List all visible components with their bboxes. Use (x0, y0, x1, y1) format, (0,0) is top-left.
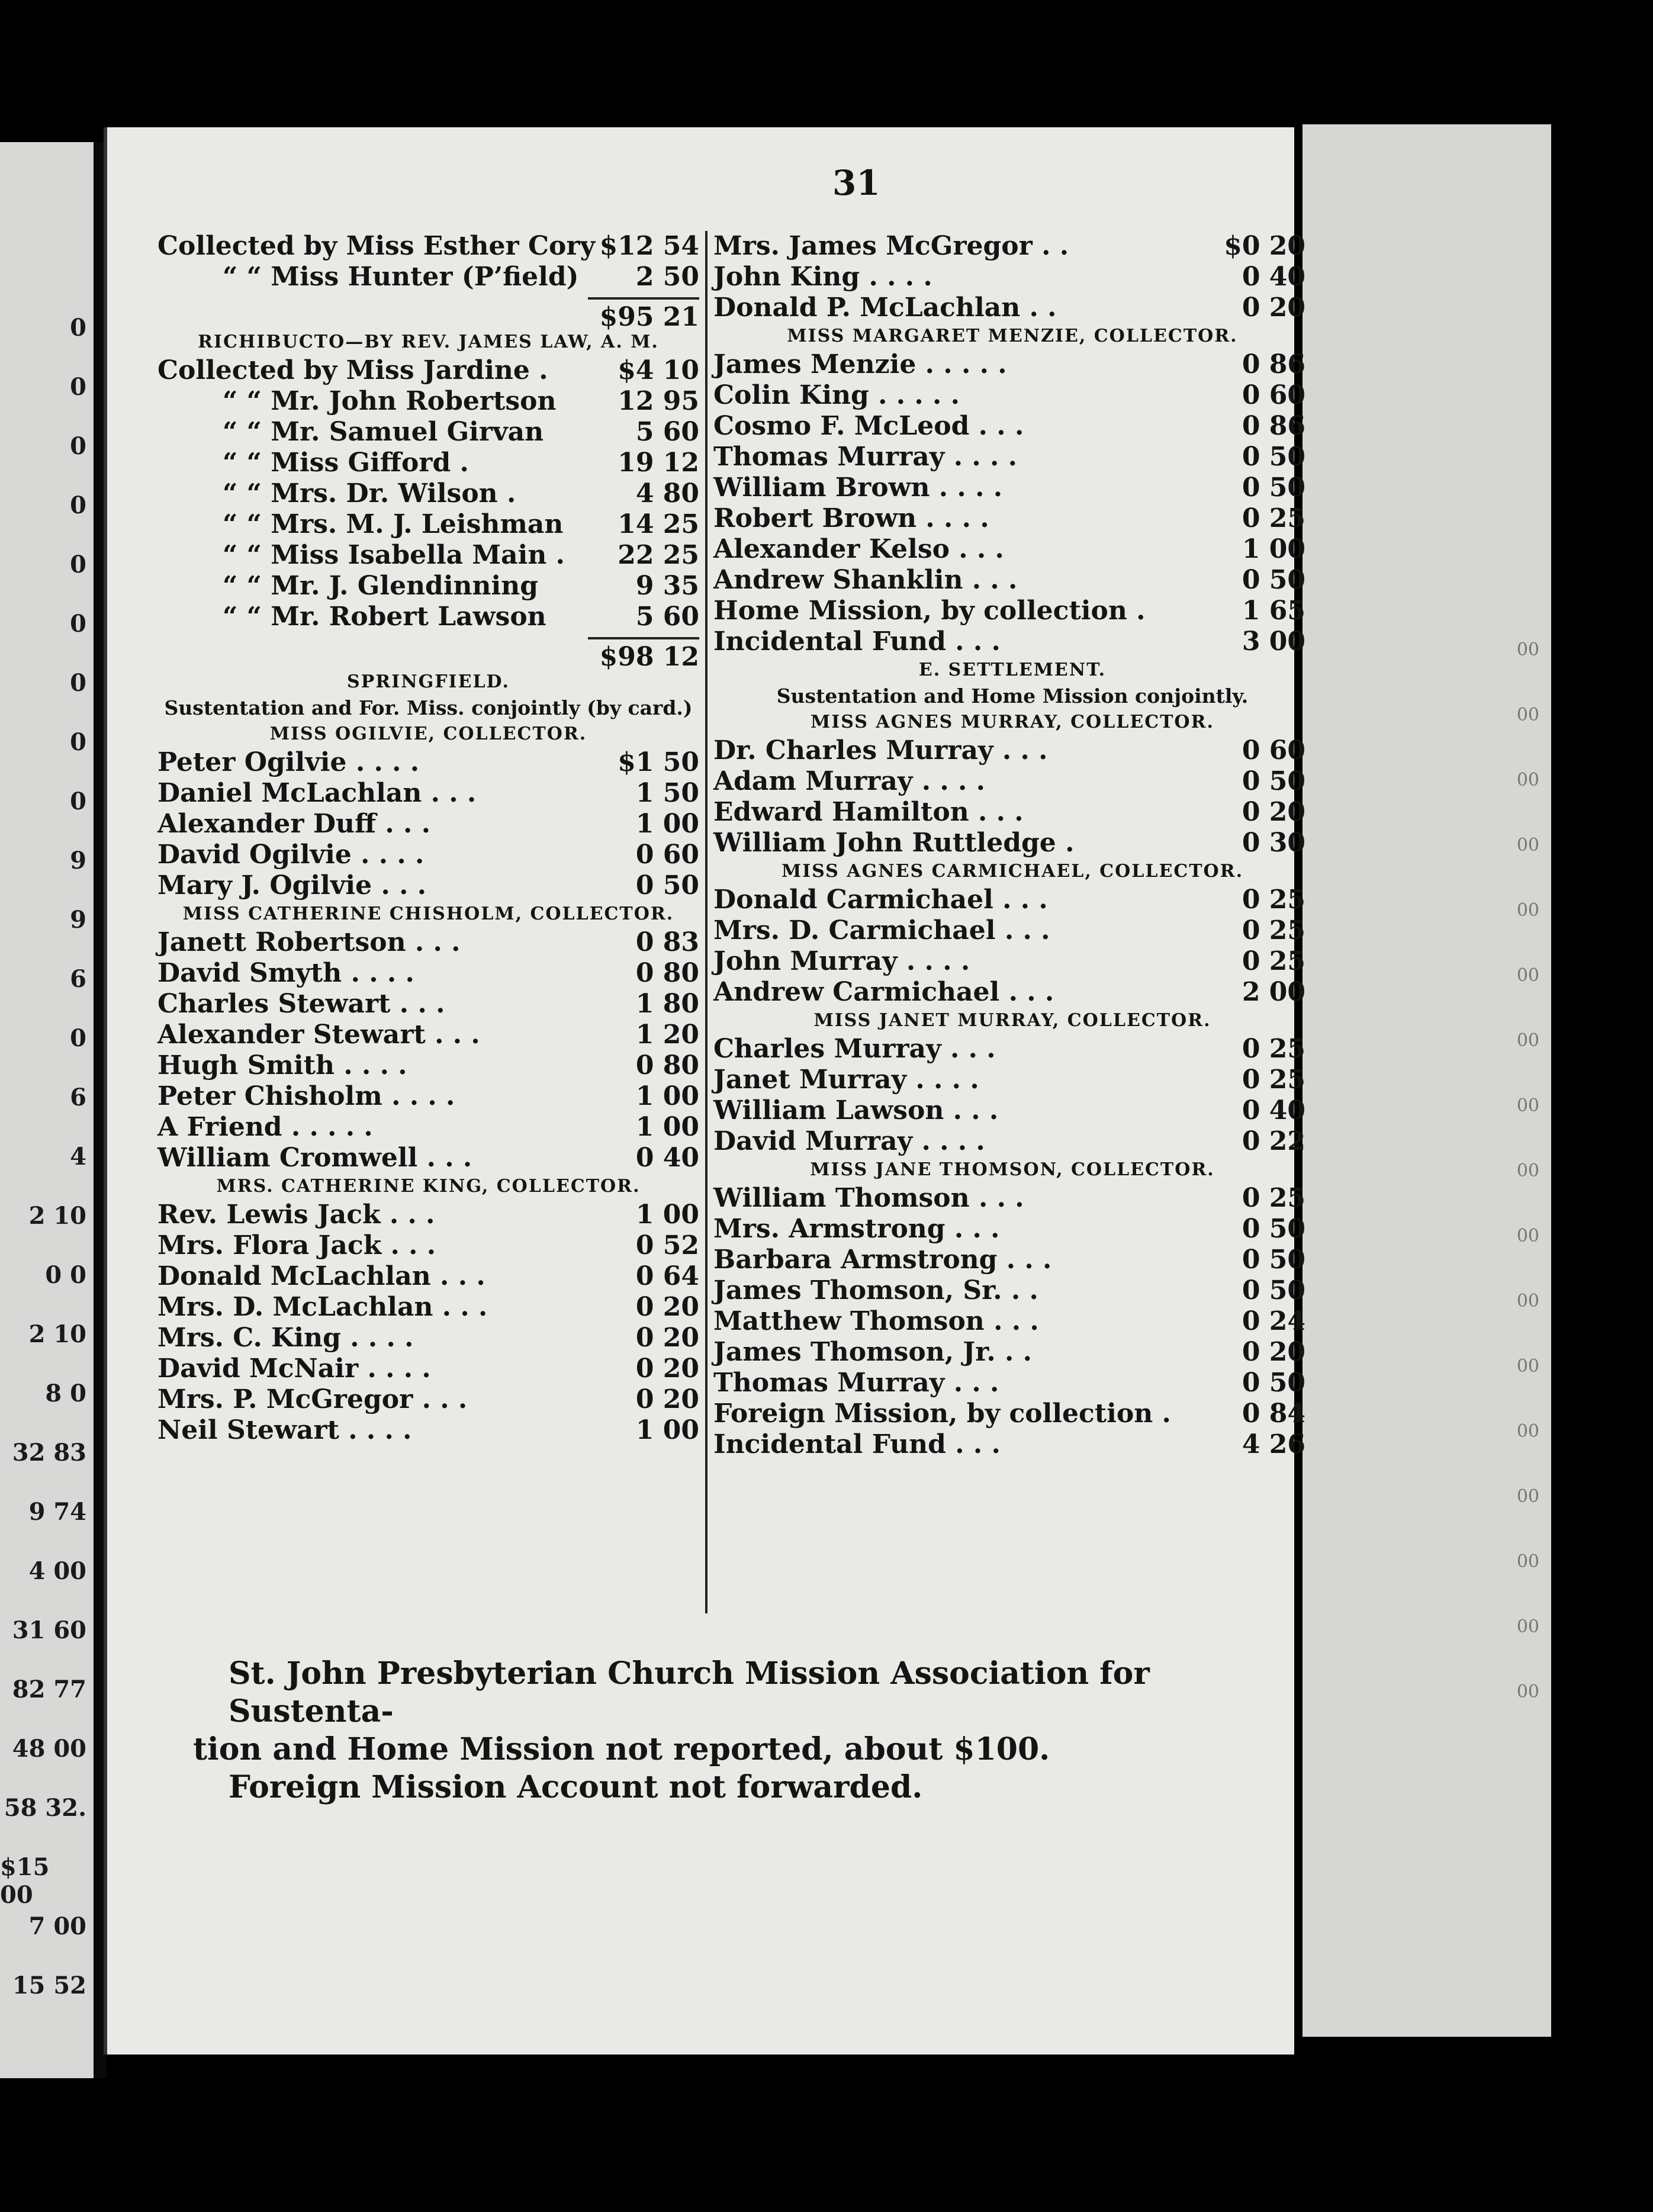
donor-name: William John Ruttledge . (713, 828, 1075, 858)
donor-name: William Cromwell . . . (157, 1143, 472, 1173)
margin-figure: 00 (1516, 900, 1539, 921)
ledger-row (707, 1034, 1317, 1065)
donation-amount: 0 50 (1242, 565, 1305, 595)
section-heading: SPRINGFIELD. (347, 671, 510, 692)
donor-name: Janet Murray . . . . (713, 1065, 979, 1095)
donor-name: Foreign Mission, by collection . (713, 1398, 1171, 1429)
margin-figure: 00 (1516, 1226, 1539, 1246)
left-column (157, 231, 699, 1446)
ledger-row (157, 1230, 699, 1261)
margin-figure: 9 (70, 847, 86, 874)
donor-name: Mrs. Flora Jack . . . (157, 1230, 436, 1261)
donor-name: James Menzie . . . . . (713, 349, 1007, 380)
donation-amount: 0 20 (1242, 1337, 1305, 1367)
subtotal-amount: $98 12 (588, 637, 699, 672)
ledger-row (157, 1353, 699, 1384)
donor-name: Dr. Charles Murray . . . (713, 735, 1048, 766)
donor-name: Donald McLachlan . . . (157, 1261, 485, 1291)
margin-figure: 8 0 (45, 1380, 86, 1407)
donation-amount: $0 20 (1224, 231, 1305, 261)
donation-amount: 0 20 (1242, 797, 1305, 827)
donation-amount: 0 50 (1242, 1245, 1305, 1275)
donation-amount: 0 50 (1242, 766, 1305, 796)
donation-amount: 0 25 (1242, 503, 1305, 533)
donation-amount: 1 65 (1242, 596, 1305, 626)
ledger-row (707, 1398, 1317, 1429)
donor-name: Incidental Fund . . . (713, 1429, 1001, 1459)
ledger-row (157, 231, 699, 262)
donor-name: Edward Hamilton . . . (713, 797, 1024, 827)
donor-name: John King . . . . (713, 262, 932, 292)
donation-amount: 0 60 (1242, 380, 1305, 410)
ledger-row (157, 1112, 699, 1143)
donor-name: “ “ Mr. Samuel Girvan (223, 417, 544, 447)
adjacent-left-page (0, 142, 94, 2078)
donation-amount: 1 00 (635, 1200, 699, 1230)
ledger-row (157, 809, 699, 840)
margin-figure: 00 (1516, 1616, 1539, 1637)
donor-name: “ “ Miss Isabella Main . (223, 540, 565, 570)
ledger-row (157, 1384, 699, 1415)
margin-figure: 00 (1516, 1681, 1539, 1702)
margin-figure: 48 00 (12, 1735, 86, 1763)
margin-figure: 2 10 (28, 1202, 86, 1230)
ledger-row (157, 262, 699, 292)
donor-name: “ “ Mr. John Robertson (223, 386, 557, 416)
ledger-row (707, 442, 1317, 472)
donor-name: Andrew Shanklin . . . (713, 565, 1018, 595)
donation-amount: 22 25 (618, 540, 699, 570)
margin-figure: 58 32. (4, 1794, 86, 1822)
ledger-row (707, 797, 1317, 828)
margin-figure: 15 52 (12, 1972, 86, 1999)
donor-name: Collected by Miss Esther Cory (157, 231, 596, 261)
section-heading: MISS JANET MURRAY, COLLECTOR. (813, 1010, 1211, 1031)
ledger-row (707, 1214, 1317, 1245)
ledger-row (707, 534, 1317, 565)
donor-name: Alexander Stewart . . . (157, 1020, 480, 1050)
donation-amount: 0 50 (1242, 1368, 1305, 1398)
donor-name: Collected by Miss Jardine . (157, 355, 548, 385)
donation-amount: 0 80 (635, 958, 699, 988)
donor-name: James Thomson, Sr. . . (713, 1275, 1038, 1306)
ledger-row (707, 1429, 1317, 1460)
section-heading: MISS CATHERINE CHISHOLM, COLLECTOR. (182, 904, 674, 924)
donor-name: William Brown . . . . (713, 472, 1003, 503)
ledger-row (157, 602, 699, 632)
donation-amount: 0 25 (1242, 1034, 1305, 1064)
ledger-row (157, 386, 699, 417)
section-subheading: Sustentation and Home Mission conjointly. (776, 684, 1249, 708)
section-heading: MISS OGILVIE, COLLECTOR. (269, 724, 587, 744)
ledger-row (157, 778, 699, 809)
footer-line: tion and Home Mission not reported, about $100. (193, 1731, 1050, 1767)
ledger-row (157, 747, 699, 778)
ledger-row (157, 1143, 699, 1173)
ledger-row (157, 571, 699, 602)
ledger-row (707, 349, 1317, 380)
section-heading: MISS AGNES MURRAY, COLLECTOR. (811, 712, 1214, 732)
ledger-row (157, 870, 699, 901)
ledger-row (707, 1183, 1317, 1214)
margin-figure: 00 (1516, 1551, 1539, 1572)
donation-amount: 0 25 (1242, 915, 1305, 946)
donor-name: Cosmo F. McLeod . . . (713, 411, 1024, 441)
ledger-row (707, 828, 1317, 859)
margin-figure: 6 (70, 965, 86, 993)
margin-figure: 4 (70, 1143, 86, 1171)
margin-figure: 0 0 (45, 1261, 86, 1289)
ledger-row (157, 1415, 699, 1446)
donation-amount: 1 20 (635, 1020, 699, 1050)
donor-name: Mrs. P. McGregor . . . (157, 1384, 468, 1414)
ledger-row (157, 958, 699, 989)
ledger-row (707, 1337, 1317, 1368)
donation-amount: 2 50 (635, 262, 699, 292)
margin-figure: 0 (70, 728, 86, 756)
donation-amount: 0 83 (635, 927, 699, 957)
margin-figure: 00 (1516, 1030, 1539, 1051)
donation-amount: 0 86 (1242, 411, 1305, 441)
donor-name: Rev. Lewis Jack . . . (157, 1200, 435, 1230)
donor-name: David Smyth . . . . (157, 958, 414, 988)
ledger-row (157, 840, 699, 870)
margin-figure: 00 (1516, 1421, 1539, 1442)
ledger-row (157, 417, 699, 448)
section-subheading: Sustentation and For. Miss. conjointly (by card.) (164, 696, 693, 719)
donation-amount: 0 20 (1242, 292, 1305, 323)
donor-name: Mrs. D. Carmichael . . . (713, 915, 1050, 946)
margin-figure: 0 (70, 491, 86, 519)
donation-amount: 1 00 (635, 1112, 699, 1142)
margin-figure: 4 00 (28, 1557, 86, 1585)
page-content (157, 127, 1318, 2055)
ledger-row (157, 509, 699, 540)
ledger-row (707, 262, 1317, 292)
margin-figure: 0 (70, 787, 86, 815)
donor-name: “ “ Miss Hunter (P’field) (223, 262, 579, 292)
footer-line: St. John Presbyterian Church Mission Association for Sustenta- (229, 1655, 1150, 1729)
donor-name: “ “ Mrs. M. J. Leishman (223, 509, 564, 539)
margin-figure: 9 (70, 906, 86, 934)
ledger-row (707, 472, 1317, 503)
ledger-row (707, 885, 1317, 915)
donor-name: William Lawson . . . (713, 1095, 999, 1126)
page-number: 31 (832, 163, 880, 203)
donor-name: James Thomson, Jr. . . (713, 1337, 1032, 1367)
donation-amount: 0 20 (635, 1384, 699, 1414)
ledger-row (707, 977, 1317, 1008)
donation-amount: 1 00 (635, 1081, 699, 1111)
donor-name: Robert Brown . . . . (713, 503, 989, 533)
margin-figure: 00 (1516, 1486, 1539, 1507)
donation-amount: $12 54 (599, 231, 699, 261)
donor-name: Adam Murray . . . . (713, 766, 985, 796)
margin-figure: 82 77 (12, 1676, 86, 1703)
donation-amount: 0 25 (1242, 1065, 1305, 1095)
donor-name: Thomas Murray . . . (713, 1368, 999, 1398)
ledger-row (157, 927, 699, 958)
donation-amount: 0 50 (635, 870, 699, 901)
donation-amount: $4 10 (618, 355, 699, 385)
donor-name: “ “ Mrs. Dr. Wilson . (223, 478, 516, 509)
donor-name: Mrs. James McGregor . . (713, 231, 1069, 261)
donor-name: Donald Carmichael . . . (713, 885, 1048, 915)
donor-name: Mrs. C. King . . . . (157, 1323, 414, 1353)
margin-figure: 0 (70, 610, 86, 638)
ledger-row (707, 1275, 1317, 1306)
donation-amount: 0 84 (1242, 1398, 1305, 1429)
ledger-row (707, 1065, 1317, 1095)
donor-name: Alexander Duff . . . (157, 809, 431, 839)
margin-figure: 00 (1516, 1291, 1539, 1311)
footer-line: Foreign Mission Account not forwarded. (229, 1769, 923, 1805)
section-heading: MRS. CATHERINE KING, COLLECTOR. (216, 1176, 641, 1197)
margin-figure: 0 (70, 432, 86, 460)
ledger-row (707, 411, 1317, 442)
section-heading: MISS AGNES CARMICHAEL, COLLECTOR. (781, 861, 1244, 882)
donation-amount: 0 40 (1242, 262, 1305, 292)
ledger-row (157, 540, 699, 571)
right-column (705, 231, 1317, 1613)
margin-figure: 0 (70, 669, 86, 697)
donor-name: Mrs. Armstrong . . . (713, 1214, 1000, 1244)
donor-name: David Murray . . . . (713, 1126, 985, 1156)
ledger-row (707, 1126, 1317, 1157)
donor-name: Andrew Carmichael . . . (713, 977, 1054, 1007)
donation-amount: 0 60 (635, 840, 699, 870)
margin-figure: 6 (70, 1084, 86, 1111)
donation-amount: 19 12 (618, 448, 699, 478)
ledger-row (707, 565, 1317, 596)
margin-figure: 00 (1516, 705, 1539, 725)
donor-name: Neil Stewart . . . . (157, 1415, 412, 1445)
margin-figure: 00 (1516, 1356, 1539, 1377)
margin-figure: 9 74 (28, 1498, 86, 1526)
ledger-row (707, 292, 1317, 323)
ledger-row (157, 1050, 699, 1081)
ledger-row (157, 1020, 699, 1050)
donation-amount: 1 80 (635, 989, 699, 1019)
ledger-row (707, 596, 1317, 626)
adjacent-right-page (1303, 124, 1551, 2037)
donation-amount: 4 80 (635, 478, 699, 509)
donor-name: Incidental Fund . . . (713, 626, 1001, 657)
donor-name: Mrs. D. McLachlan . . . (157, 1292, 488, 1322)
section-heading: MISS MARGARET MENZIE, COLLECTOR. (787, 326, 1238, 346)
donation-amount: 1 00 (635, 1415, 699, 1445)
section-heading: MISS JANE THOMSON, COLLECTOR. (810, 1159, 1215, 1180)
donor-name: David McNair . . . . (157, 1353, 431, 1384)
ledger-row (157, 1261, 699, 1292)
donation-amount: 2 00 (1242, 977, 1305, 1007)
donation-amount: 0 52 (635, 1230, 699, 1261)
donor-name: Thomas Murray . . . . (713, 442, 1017, 472)
subtotal-row (157, 632, 699, 672)
ledger-row (157, 478, 699, 509)
ledger-row (707, 503, 1317, 534)
ledger-row (707, 735, 1317, 766)
ledger-row (157, 989, 699, 1020)
margin-figure: 00 (1516, 1095, 1539, 1116)
ledger-row (707, 380, 1317, 411)
donation-amount: 0 86 (1242, 349, 1305, 380)
subtotal-row (157, 292, 699, 332)
donation-amount: 0 60 (1242, 735, 1305, 766)
donor-name: Donald P. McLachlan . . (713, 292, 1057, 323)
ledger-row (707, 766, 1317, 797)
ledger-row (157, 1323, 699, 1353)
margin-figure: 00 (1516, 770, 1539, 790)
margin-figure: 0 (70, 373, 86, 401)
donor-name: Home Mission, by collection . (713, 596, 1146, 626)
donation-amount: 0 20 (635, 1353, 699, 1384)
donor-name: Mary J. Ogilvie . . . (157, 870, 427, 901)
donation-amount: 0 50 (1242, 472, 1305, 503)
ledger-row (707, 1306, 1317, 1337)
ledger-row (157, 1081, 699, 1112)
margin-figure: 0 (70, 551, 86, 578)
donation-amount: 14 25 (618, 509, 699, 539)
ledger-row (707, 1095, 1317, 1126)
donor-name: Daniel McLachlan . . . (157, 778, 477, 808)
donation-amount: 1 00 (635, 809, 699, 839)
donation-amount: 0 20 (635, 1292, 699, 1322)
donation-amount: 0 25 (1242, 1183, 1305, 1213)
donation-amount: 0 30 (1242, 828, 1305, 858)
donor-name: Peter Ogilvie . . . . (157, 747, 420, 777)
donor-name: William Thomson . . . (713, 1183, 1024, 1213)
subtotal-amount: $95 21 (588, 297, 699, 332)
donor-name: Hugh Smith . . . . (157, 1050, 407, 1081)
donor-name: “ “ Mr. J. Glendinning (223, 571, 538, 601)
margin-figure: 32 83 (12, 1439, 86, 1467)
donor-name: A Friend . . . . . (157, 1112, 373, 1142)
ledger-row (707, 1368, 1317, 1398)
margin-figure: 0 (70, 1024, 86, 1052)
ledger-row (157, 355, 699, 386)
margin-figure: $15 00 (0, 1853, 50, 1909)
donor-name: “ “ Mr. Robert Lawson (223, 602, 546, 632)
margin-figure: 00 (1516, 639, 1539, 660)
ledger-row (707, 946, 1317, 977)
donation-amount: 12 95 (618, 386, 699, 416)
donation-amount: 0 40 (1242, 1095, 1305, 1126)
section-heading: E. SETTLEMENT. (918, 660, 1107, 680)
donation-amount: $1 50 (618, 747, 699, 777)
footer-notes (193, 1655, 1306, 1806)
donor-name: Alexander Kelso . . . (713, 534, 1004, 564)
donor-name: Peter Chisholm . . . . (157, 1081, 455, 1111)
donation-amount: 0 24 (1242, 1306, 1305, 1336)
margin-figure: 2 10 (28, 1320, 86, 1348)
margin-figure: 00 (1516, 835, 1539, 856)
ledger-row (157, 1292, 699, 1323)
donation-amount: 0 25 (1242, 885, 1305, 915)
donation-amount: 9 35 (635, 571, 699, 601)
donation-amount: 1 50 (635, 778, 699, 808)
ledger-row (707, 915, 1317, 946)
donor-name: “ “ Miss Gifford . (223, 448, 469, 478)
donor-name: Colin King . . . . . (713, 380, 960, 410)
margin-figure: 00 (1516, 965, 1539, 986)
donation-amount: 0 25 (1242, 946, 1305, 976)
donation-amount: 0 40 (635, 1143, 699, 1173)
donation-amount: 0 50 (1242, 1214, 1305, 1244)
donor-name: Matthew Thomson . . . (713, 1306, 1039, 1336)
donor-name: Charles Murray . . . (713, 1034, 996, 1064)
margin-figure: 7 00 (28, 1912, 86, 1940)
donor-name: Barbara Armstrong . . . (713, 1245, 1052, 1275)
ledger-row (707, 1245, 1317, 1275)
ledger-row (157, 448, 699, 478)
donor-name: David Ogilvie . . . . (157, 840, 424, 870)
donor-name: Charles Stewart . . . (157, 989, 445, 1019)
donation-amount: 5 60 (635, 602, 699, 632)
ledger-page (104, 127, 1305, 2055)
donation-amount: 0 64 (635, 1261, 699, 1291)
donation-amount: 0 80 (635, 1050, 699, 1081)
margin-figure: 0 (70, 314, 86, 342)
donation-amount: 5 60 (635, 417, 699, 447)
donation-amount: 0 22 (1242, 1126, 1305, 1156)
ledger-row (157, 1200, 699, 1230)
donation-amount: 3 00 (1242, 626, 1305, 657)
donation-amount: 0 20 (635, 1323, 699, 1353)
margin-figure: 31 60 (12, 1616, 86, 1644)
ledger-row (707, 231, 1317, 262)
donation-amount: 4 26 (1242, 1429, 1305, 1459)
donation-amount: 0 50 (1242, 442, 1305, 472)
margin-figure: 00 (1516, 1160, 1539, 1181)
donor-name: John Murray . . . . (713, 946, 970, 976)
ledger-row (707, 626, 1317, 657)
donation-amount: 1 00 (1242, 534, 1305, 564)
donor-name: Janett Robertson . . . (157, 927, 461, 957)
donation-amount: 0 50 (1242, 1275, 1305, 1306)
section-heading: RICHIBUCTO—BY REV. JAMES LAW, A. M. (198, 332, 659, 352)
